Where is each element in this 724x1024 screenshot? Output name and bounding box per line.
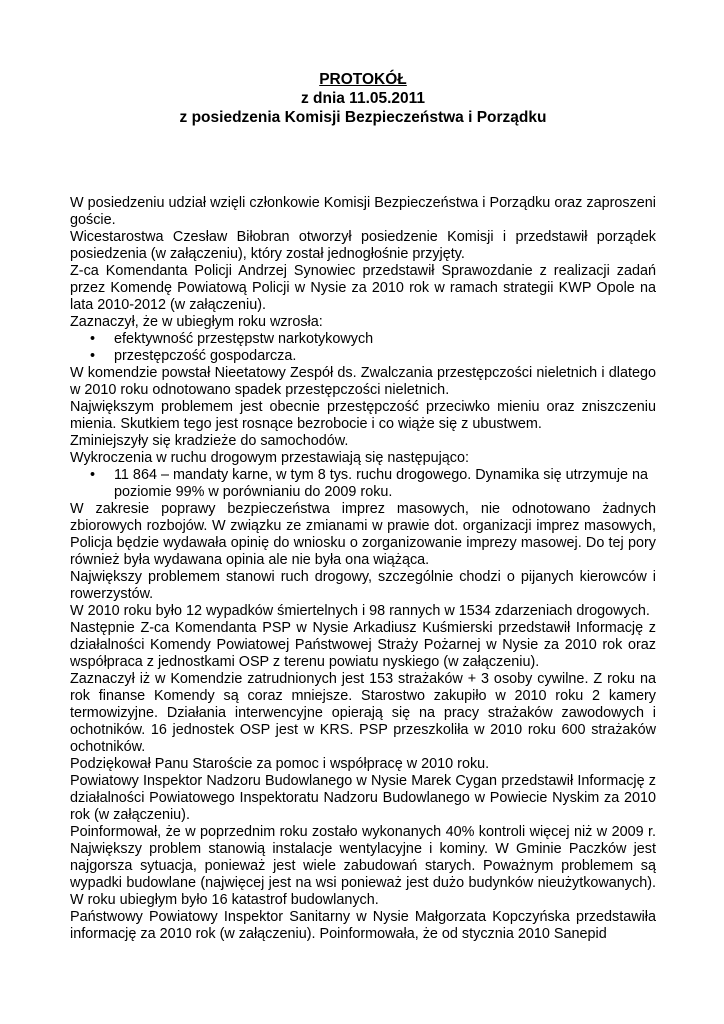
- bullet-list: [70, 467, 656, 501]
- document-subtitle: z posiedzenia Komisji Bezpieczeństwa i Porządku: [179, 109, 547, 126]
- paragraph: W zakresie poprawy bezpieczeństwa imprez masowych, nie odnotowano żadnych zbiorowych rozbojów. W związku ze zmianami w prawie dot. organizacji imprez masowych, Policja będzie wydawała opinię do wniosku o zorganizowanie imprezy masowej. Do tej pory również była wydawana opinia ale nie była ona wiążąca.: [70, 501, 656, 568]
- paragraph: Następnie Z-ca Komendanta PSP w Nysie Arkadiusz Kuśmierski przedstawił Informację z działalności Komendy Powiatowej Państwowej Straży Pożarnej w Nysie za 2010 rok oraz współpraca z jednostkami OSP z terenu powiatu nyskiego (w załączeniu).: [70, 620, 656, 670]
- paragraph: Zaznaczył, że w ubiegłym roku wzrosła:: [70, 314, 323, 330]
- paragraph: W 2010 roku było 12 wypadków śmiertelnych i 98 rannych w 1534 zdarzeniach drogowych.: [70, 603, 650, 619]
- paragraph: Zminiejszyły się kradzieże do samochodów.: [70, 433, 349, 449]
- paragraph: W komendzie powstał Nieetatowy Zespół ds. Zwalczania przestępczości nieletnich i dlatego w 2010 roku odnotowano spadek przestępczości nieletnich.: [70, 365, 656, 398]
- paragraph: W posiedzeniu udział wzięli członkowie Komisji Bezpieczeństwa i Porządku oraz zaproszeni goście.: [70, 195, 656, 228]
- paragraph: Zaznaczył iż w Komendzie zatrudnionych jest 153 strażaków + 3 osoby cywilne. Z roku na rok finanse Komendy są coraz mniejsze. Starostwo zakupiło w 2010 roku 2 kamery termowizyjne. Działania interwencyjne opierają się na pracy strażaków zawodowych i ochotników. 16 jednostek OSP jest w KRS. PSP przeszkoliła w 2010 roku 600 strażaków ochotników.: [70, 671, 656, 755]
- paragraph: Podziękował Panu Staroście za pomoc i współpracę w 2010 roku.: [70, 756, 490, 772]
- paragraph: Największym problemem jest obecnie przestępczość przeciwko mieniu oraz zniszczeniu mienia. Skutkiem tego jest rosnące bezrobocie i co wiąże się z ubustwem.: [70, 399, 656, 432]
- bullet-item: • przestępczość gospodarcza.: [70, 348, 656, 365]
- bullet-item: • efektywność przestępstw narkotykowych: [70, 331, 656, 348]
- document-header: [70, 0, 656, 127]
- paragraph: Poinformował, że w poprzednim roku zostało wykonanych 40% kontroli więcej niż w 2009 r. Największy problem stanowią instalacje wentylacyjne i kominy. W Gminie Paczków jest najgorsza sytuacja, ponieważ jest wiele zabudowań starych. Poważnym problemem są wypadki budowlane (najwięcej jest na wsi ponieważ jest dużo budynków nieużytkowanych). W roku ubiegłym było 16 katastrof budowlanych.: [70, 824, 656, 908]
- bullet-item: • 11 864 – mandaty karne, w tym 8 tys. ruchu drogowego. Dynamika się utrzymuje na poziomie 99% w porównianiu do 2009 roku.: [70, 467, 656, 501]
- document-body: [70, 195, 656, 943]
- paragraph: Państwowy Powiatowy Inspektor Sanitarny w Nysie Małgorzata Kopczyńska przedstawiła informację za 2010 rok (w załączeniu). Poinformowała, że od stycznia 2010 Sanepid: [70, 909, 656, 942]
- paragraph: Powiatowy Inspektor Nadzoru Budowlanego w Nysie Marek Cygan przedstawił Informację z działalności Powiatowego Inspektoratu Nadzoru Budowlanego w Powiecie Nyskim za 2010 rok (w załączeniu).: [70, 773, 656, 823]
- document-date: z dnia 11.05.2011: [300, 90, 426, 107]
- document-title: PROTOKÓŁ: [319, 71, 407, 88]
- paragraph: Wicestarostwa Czesław Biłobran otworzył posiedzenie Komisji i przedstawił porządek posiedzenia (w załączeniu), który został jednogłośnie przyjęty.: [70, 229, 656, 262]
- paragraph: Z-ca Komendanta Policji Andrzej Synowiec przedstawił Sprawozdanie z realizacji zadań przez Komendę Powiatową Policji w Nysie za 2010 rok w ramach strategii KWP Opole na lata 2010-2012 (w załączeniu).: [70, 263, 656, 313]
- paragraph: Największy problemem stanowi ruch drogowy, szczególnie chodzi o pijanych kierowców i rowerzystów.: [70, 569, 656, 602]
- paragraph: Wykroczenia w ruchu drogowym przestawiają się następująco:: [70, 450, 469, 466]
- bullet-list: [70, 331, 656, 365]
